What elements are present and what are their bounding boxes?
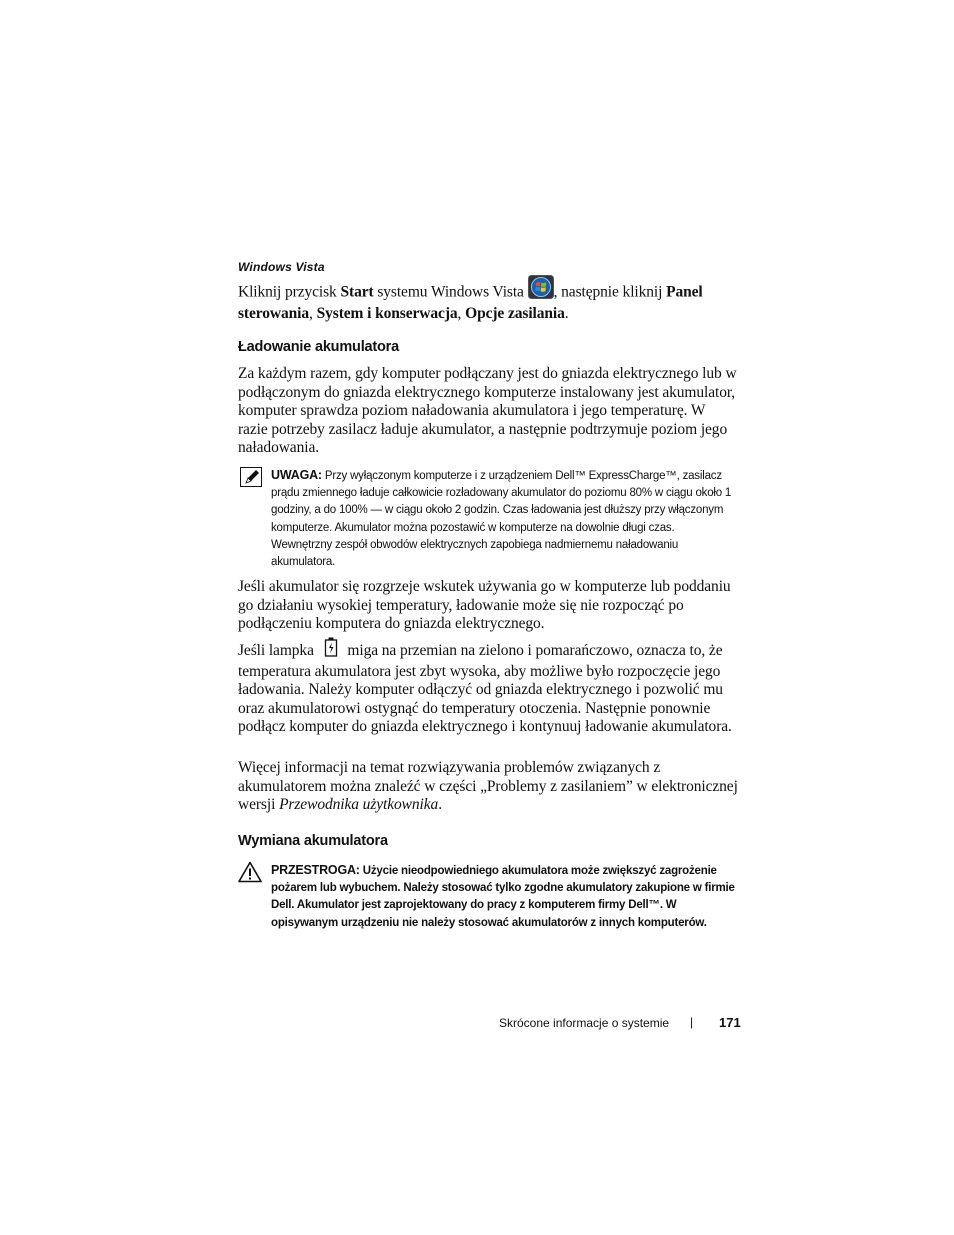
system-maintenance-label: System i konserwacja [316,304,458,322]
caution-label: PRZESTROGA: [271,863,360,877]
note-block [271,467,738,571]
note-label: UWAGA: [271,468,322,482]
user-guide-title: Przewodnika użytkownika [279,796,439,814]
footer-separator: | [690,1015,694,1029]
charging-paragraph-1: Za każdym razem, gdy komputer podłączany jest do gniazda elektrycznego lub w podłączonym do gniazda elektrycznego komputerze instalowany jest akumulator, komputer sprawdza poziom naładowania akumulatora i jego temperaturę. W razie potrzeby zasilacz ładuje akumulator, a następnie podtrzymuje poziom jego naładowania. [238,365,737,457]
note-text: Przy wyłączonym komputerze i z urządzeniem Dell™ ExpressCharge™, zasilacz prądu zmiennego ładuje całkowicie rozładowany akumulator do poziomu 80% w ciągu około 1 godziny, a do 100% — w ciągu około 2 godzin. Czas ładowania jest dłuższy przy włączonym komputerze. Akumulator można pozostawić w komputerze na dowolnie długi czas. Wewnętrzny zespół obwodów elektrycznych zapobiega nadmiernemu naładowaniu akumulatora. [271,470,732,569]
caution-block [271,862,738,932]
charging-paragraph-4: Więcej informacji na temat rozwiązywania problemów związanych z akumulatorem można znaleźć w części „Problemy z zasilaniem” w elektronicznej wersji Przewodnika użytkownika. [238,759,738,814]
caution-icon [238,861,262,883]
section-title-battery-charging: Ładowanie akumulatora [238,339,399,355]
windows-vista-start-orb-icon [528,275,554,305]
note-pencil-icon [240,467,262,487]
charging-paragraph-block-3 [238,640,738,737]
caution-triangle-icon [238,861,262,883]
page-number: 171 [719,1015,741,1030]
caution-text: Użycie nieodpowiedniego akumulatora może zwiększyć zagrożenie pożarem lub wybuchem. Należy stosować tylko zgodne akumulatory zakupione w firmie Dell. Akumulator jest zaprojektowany do pracy z komputerem firmy Dell™. W opisywanym urządzeniu nie należy stosować akumulatorów z innych komputerów. [271,865,735,929]
control-panel-label: Panel sterowania [238,283,703,322]
charging-paragraph-3: Jeśli lampka miga na przemian na zielono i pomarańczowo, oznacza to, że temperatura akumulatora jest zbyt wysoka, aby możliwe było rozpoczęcie jego ładowania. Należy komputer odłączyć od gniazda elektrycznego i pozwolić mu oraz akumulatorowi ostygnąć do temperatury otoczenia. Następnie ponownie podłącz komputer do gniazda elektrycznego i kontynuuj ładowanie akumulatora. [238,640,738,737]
vista-instructions [238,281,738,323]
charging-paragraph-block-2 [238,578,738,634]
note-icon [240,467,262,487]
charging-paragraph-block-4 [238,759,738,815]
footer-section-title: Skrócone informacje o systemie [499,1016,670,1030]
section-title-battery-replacement: Wymiana akumulatora [238,833,388,849]
charging-paragraph-2: Jeśli akumulator się rozgrzeje wskutek używania go w komputerze lub poddaniu go działaniu wysokiej temperatury, ładowanie może się nie rozpocząć po podłączeniu komputera do gniazda elektrycznego. [238,578,731,633]
battery-status-light-icon [324,637,338,663]
power-options-label: Opcje zasilania [465,304,565,322]
start-label: Start [340,283,374,301]
section-title-windows-vista: Windows Vista [238,260,325,274]
vista-instruction-paragraph: Kliknij przycisk Start systemu Windows Vista , następnie kliknij Panel sterowania, System i konserwacja, Opcje zasilania. [238,281,738,323]
charging-paragraph-block [238,365,738,458]
